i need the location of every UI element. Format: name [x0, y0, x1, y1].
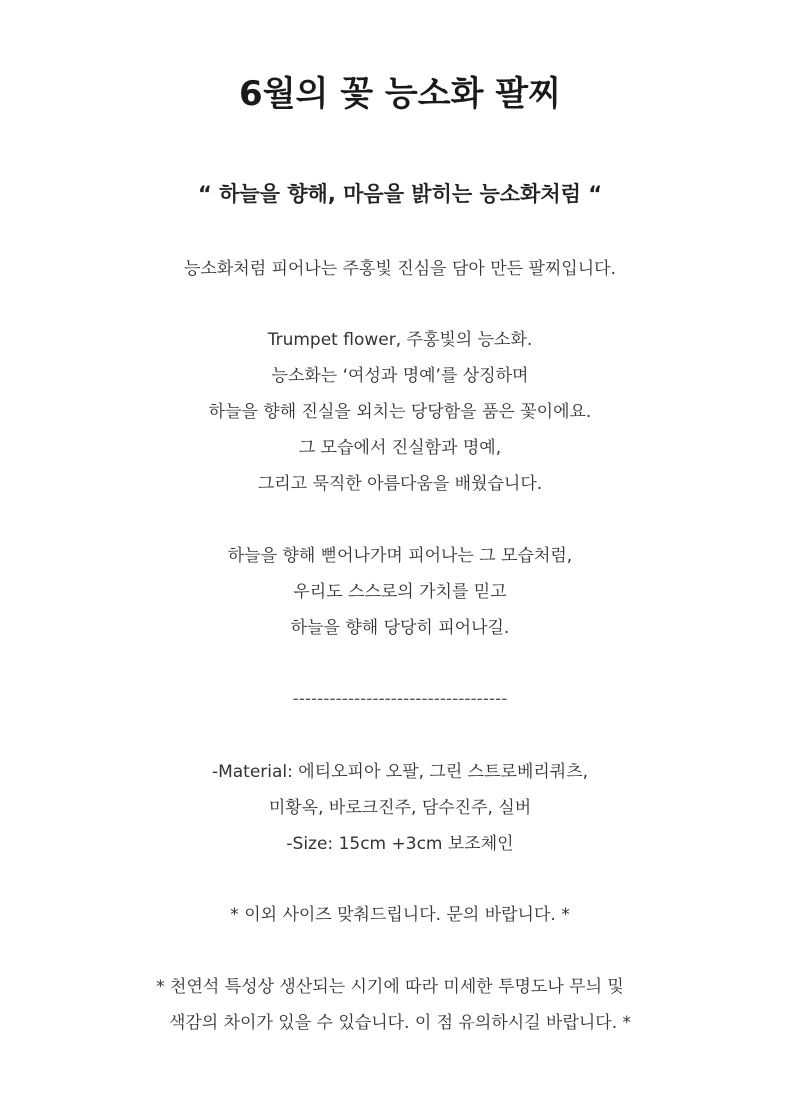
wish-line: 우리도 스스로의 가치를 믿고 — [293, 582, 507, 602]
story-line: Trumpet flower, 주홍빛의 능소화. — [267, 330, 533, 350]
natural-stone-note: * 천연석 특성상 생산되는 시기에 따라 미세한 투명도나 무늬 및 — [156, 977, 624, 997]
spec-line: -Material: 에티오피아 오팔, 그린 스트로베리쿼츠, — [211, 762, 589, 782]
product-title: 6월의 꽃 능소화 팔찌 — [239, 74, 561, 114]
intro-text: 능소화처럼 피어나는 주홍빛 진심을 담아 만든 팔찌입니다. — [184, 259, 616, 279]
custom-size-note: * 이외 사이즈 맞춰드립니다. 문의 바랍니다. * — [230, 905, 570, 925]
story-line: 능소화는 ‘여성과 명예’를 상징하며 — [271, 366, 529, 386]
natural-stone-note: 색감의 차이가 있을 수 있습니다. 이 점 유의하시길 바랍니다. * — [168, 1013, 632, 1033]
story-line: 그 모습에서 진실함과 명예, — [298, 438, 502, 458]
section-divider: ----------------------------------- — [292, 689, 508, 709]
wish-line: 하늘을 향해 뻗어나가며 피어나는 그 모습처럼, — [227, 546, 573, 566]
spec-line: -Size: 15cm +3cm 보조체인 — [286, 834, 514, 854]
spec-line: 미황옥, 바로크진주, 담수진주, 실버 — [268, 798, 532, 818]
story-line: 그리고 묵직한 아름다움을 배웠습니다. — [257, 474, 543, 494]
wish-line: 하늘을 향해 당당히 피어나길. — [290, 618, 510, 638]
product-subtitle: “ 하늘을 향해, 마음을 밝히는 능소화처럼 “ — [197, 182, 603, 206]
story-line: 하늘을 향해 진실을 외치는 당당함을 품은 꽃이에요. — [208, 402, 592, 422]
